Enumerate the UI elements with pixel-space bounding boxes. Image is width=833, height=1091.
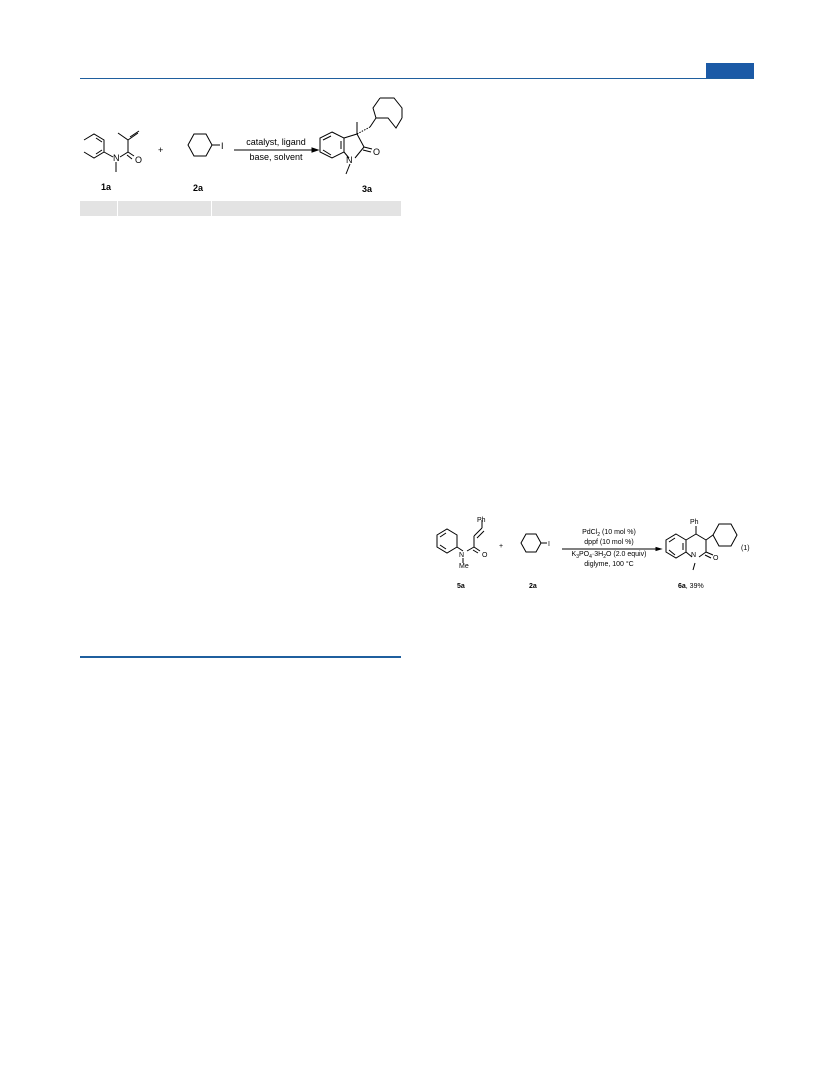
label-5a: 5a bbox=[457, 583, 465, 590]
n-methyl-5a: Me bbox=[459, 563, 469, 570]
atom-n-5a: N bbox=[459, 552, 465, 559]
atom-n-3a: N bbox=[346, 155, 353, 165]
atom-o-3a: O bbox=[373, 147, 381, 157]
label-1a: 1a bbox=[101, 182, 112, 192]
product-6a-structure bbox=[666, 524, 737, 570]
product-3a-structure bbox=[320, 98, 402, 174]
section-rule bbox=[80, 656, 401, 658]
table-column-separator bbox=[117, 201, 118, 216]
eq-condition-3: $K_3PO_4\cdot 3H_2O$ (2.0 equiv) bbox=[571, 551, 647, 560]
label-2a-eq: 2a bbox=[529, 583, 537, 590]
atom-i-2a-eq: I bbox=[548, 541, 550, 548]
plus-sign: + bbox=[158, 145, 164, 155]
table-header-row bbox=[80, 201, 401, 216]
eq-condition-1: PdCl$_2$ (10 mol %) bbox=[582, 529, 636, 538]
atom-n-1a: N bbox=[113, 153, 120, 163]
table-column-separator bbox=[211, 201, 212, 216]
atom-o-6a: O bbox=[713, 555, 719, 562]
eq-condition-4: diglyme, 100 °C bbox=[584, 561, 634, 568]
label-3a: 3a bbox=[362, 184, 373, 194]
equation-number: (1) bbox=[741, 545, 750, 552]
label-2a: 2a bbox=[193, 183, 204, 193]
phenyl-5a: Ph bbox=[477, 517, 486, 524]
atom-o-1a: O bbox=[135, 155, 143, 165]
conditions-line-2: base, solvent bbox=[249, 152, 303, 162]
compound-2a-eq-structure bbox=[521, 534, 547, 552]
atom-n-6a: N bbox=[691, 552, 697, 559]
plus-sign-eq: + bbox=[499, 543, 504, 550]
compound-2a-structure bbox=[188, 134, 220, 156]
conditions-line-1: catalyst, ligand bbox=[246, 137, 306, 147]
label-6a-yield: 6a, 39% bbox=[678, 583, 704, 590]
compound-1a-structure bbox=[84, 131, 139, 172]
eq-condition-2: dppf (10 mol %) bbox=[584, 539, 634, 546]
atom-i-2a: I bbox=[221, 141, 224, 151]
phenyl-6a: Ph bbox=[690, 519, 699, 526]
atom-o-5a: O bbox=[482, 552, 488, 559]
